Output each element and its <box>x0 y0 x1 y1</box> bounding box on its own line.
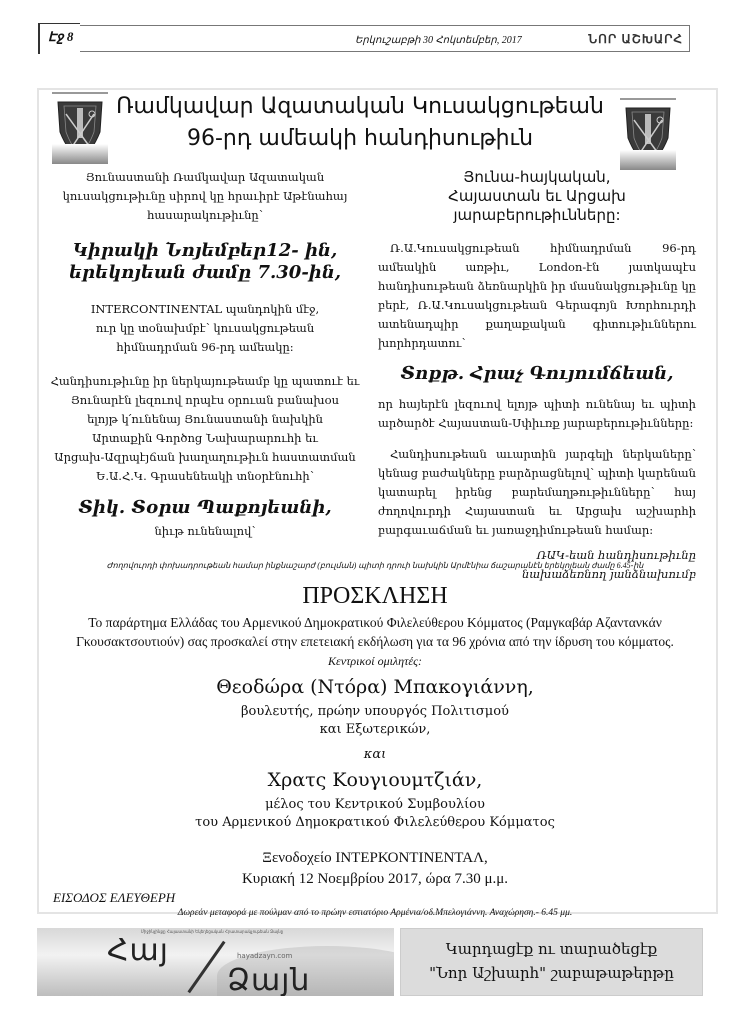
party-emblem-right <box>620 98 676 170</box>
text-line: Յունարէն լեզուով որպէս օրուան բանախօս <box>70 393 340 407</box>
speakers-label: Κεντρικοί ομιλητές: <box>328 654 422 668</box>
left-speaker-intro <box>45 372 365 486</box>
logo-text-tsayn: Ձայն <box>227 963 311 996</box>
left-speaker-topic: նիւթ ունենալով՝ <box>154 524 256 538</box>
right-column <box>378 168 696 584</box>
logo-text-hay: Հայ <box>107 933 169 968</box>
subscribe-line1: Կարդացէք ու տարածեցէք <box>445 940 658 958</box>
subscribe-banner <box>400 928 703 996</box>
right-para1: Ռ.Ա.Կուսակցութեան հիմնադրման 96-րդ ամեակին առթիւ, London-էն յատկապէս հանդիսութեան ձեռնարկին իր մասնակցութիւնը կը բերէ, Ռ.Ա.Կուսակցութեան Գերագոյն Խորհուրդի ատենադպիր քաղաքական գիտութիւններու խորհրդատու՝ <box>378 241 696 350</box>
text-line: Արցախ-Ազրպէյճան խաղաղութիւն հաստատման <box>54 450 356 464</box>
left-intro <box>45 168 365 225</box>
text-line: Յունաստանի Ռամկավար Ազատական <box>85 170 325 184</box>
text-line: ուր կը տօնախմբէ՝ կուսակցութեան <box>95 321 315 335</box>
ad-title-line2: 96-րդ ամեակի հանդիսութիւն <box>186 126 534 151</box>
issue-date: Երկուշաբթի 30 Հոկտեմբեր, 2017 <box>355 35 522 46</box>
transport-notice-armenian: Ժողովուրդի փոխադրութեան համար ինքնաշարժ (բուլման) պիտի դրուի նախկին Արմէնիա ճաշարանէն երեկոյեան ժամը 6.45-ին <box>106 561 644 570</box>
greek-intro: Το παράρτημα Ελλάδας του Αρμενικού Δημοκρατικού Φιλελεύθερου Κόμματος (Ραμγκαβάρ Αζαντανκάν Γκουσακτσουτιούν) σας προσκαλεί στην επετειακή εκδήλωση για τα 96 χρόνια από την ίδρυση του κόμματος. <box>76 615 674 649</box>
datetime-line: Κυριακή 12 Νοεμβρίου 2017, ώρα 7.30 μ.μ. <box>241 871 509 887</box>
text-line: Ե.Ա.Հ.Կ. Գրասենեակի տնօրէնուհի՝ <box>96 469 314 483</box>
text-line: հասարակութիւնը՝ <box>147 208 263 222</box>
hay-tsayn-banner[interactable] <box>37 928 394 996</box>
venue-line: Ξενοδοχείο ΙΝΤΕΡΚΟΝΤΙΝΕΝΤΑΛ, <box>262 850 488 866</box>
speaker2-title-line2: του Αρμενικού Δημοκρατικού Φιλελεύθερου Κόμματος <box>195 815 555 830</box>
left-speaker-name: Տիկ. Տօրա Պաքոյեանի, <box>78 497 332 518</box>
right-topic <box>378 168 696 225</box>
topic-line1: Յունա-հայկական, <box>463 168 611 186</box>
page-number: Էջ 8 <box>48 29 74 44</box>
conjunction: και <box>363 747 387 762</box>
text-line: Արտաքին Գործոց Նախարարուհի եւ <box>92 431 318 445</box>
newspaper-masthead: ՆՈՐ ԱՇԽԱՐՀ <box>588 32 683 46</box>
ad-title-line1: Ռամկավար Ազատական Կուսակցութեան <box>116 94 604 119</box>
speaker2-title <box>45 796 705 832</box>
transport-notice-greek: Δωρεάν μεταφορά με πούλμαν από το πρώην εστιατόριο Αρμένια/οδ.Μπελογιάννη. Αναχώρηση.- 6.45 μμ. <box>177 908 573 918</box>
event-date-line1: Կիրակի Նոյեմբեր12- ին, <box>72 240 338 261</box>
topic-line2: Հայաստան եւ Արցախ յարաբերութիւնները: <box>448 187 626 224</box>
text-line: Հանդիսութիւնը իր ներկայութեամբ կը պատուէ եւ <box>50 374 360 388</box>
text-line: INTERCONTINENTAL պանդոկին մէջ, <box>90 302 320 316</box>
speaker2-name: Χρατς Κουγιουμτζιάν, <box>267 769 483 791</box>
text-line: ելոյթ կ՛ունենայ Յունաստանի նախկին <box>87 412 323 426</box>
speaker1-name: Θεοδώρα (Ντόρα) Μπακογιάννη, <box>216 676 534 698</box>
greek-title: ΠΡΟΣΚΛΗΣΗ <box>302 583 448 609</box>
banner-tagline: Միջինչինքը Հայաստանի Եկեղեցական Հրատարակչութեան Ձայնը <box>140 929 284 934</box>
right-para2: որ հայերէն լեզուով ելոյթ պիտի ունենայ եւ պիտի արծարծէ Հայաստան-Սփիւռք յարաբերութիւնները: <box>378 397 696 430</box>
speaker1-title-line1: βουλευτής, πρώην υπουργός Πολιτισμού <box>241 704 509 719</box>
party-emblem-left <box>52 92 108 164</box>
right-speaker-name: Տոքթ. Հրաչ Գույումճեան, <box>400 363 674 384</box>
left-venue <box>45 300 365 357</box>
right-para3: Հանդիսութեան աւարտին յարգելի ներկաները՝ կենաց բաժակները բարձրացնելով՝ պիտի կարենան կատարել իրենց բարեմաղթութիւնները՝ հայ ժողովուրդի Հայաստան եւ Արցախ աշխարհի բարգաւաճման եւ յառաջդիմութեան համար: <box>378 447 696 537</box>
free-entry: ΕΙΣΟΔΟΣ ΕΛΕΥΘΕΡΗ <box>53 890 176 905</box>
speaker1-title-line2: και Εξωτερικών, <box>319 722 431 737</box>
banner-site: hayadzayn.com <box>237 952 293 960</box>
signature-line2: նախաձեռնող յանձնախումբ <box>521 567 696 581</box>
event-date <box>45 240 365 284</box>
text-line: կուսակցութիւնը սիրով կը հրաւիրէ Աթէնահայ <box>62 189 348 203</box>
speaker2-title-line1: μέλος του Κεντρικού Συμβουλίου <box>265 797 485 812</box>
subscribe-line2: "Նոր Աշխարհ" շաբաթաթերթը <box>429 964 674 982</box>
signature-line1: ՌԱԿ-եան հանդիսութիւնը <box>536 548 696 562</box>
speaker1-title <box>45 703 705 739</box>
greek-venue <box>45 848 705 890</box>
page-header <box>39 25 690 52</box>
text-line: հիմնադրման 96-րդ ամեակը: <box>116 340 294 354</box>
event-date-line2: երեկոյեան ժամը 7.30-ին, <box>68 262 342 283</box>
